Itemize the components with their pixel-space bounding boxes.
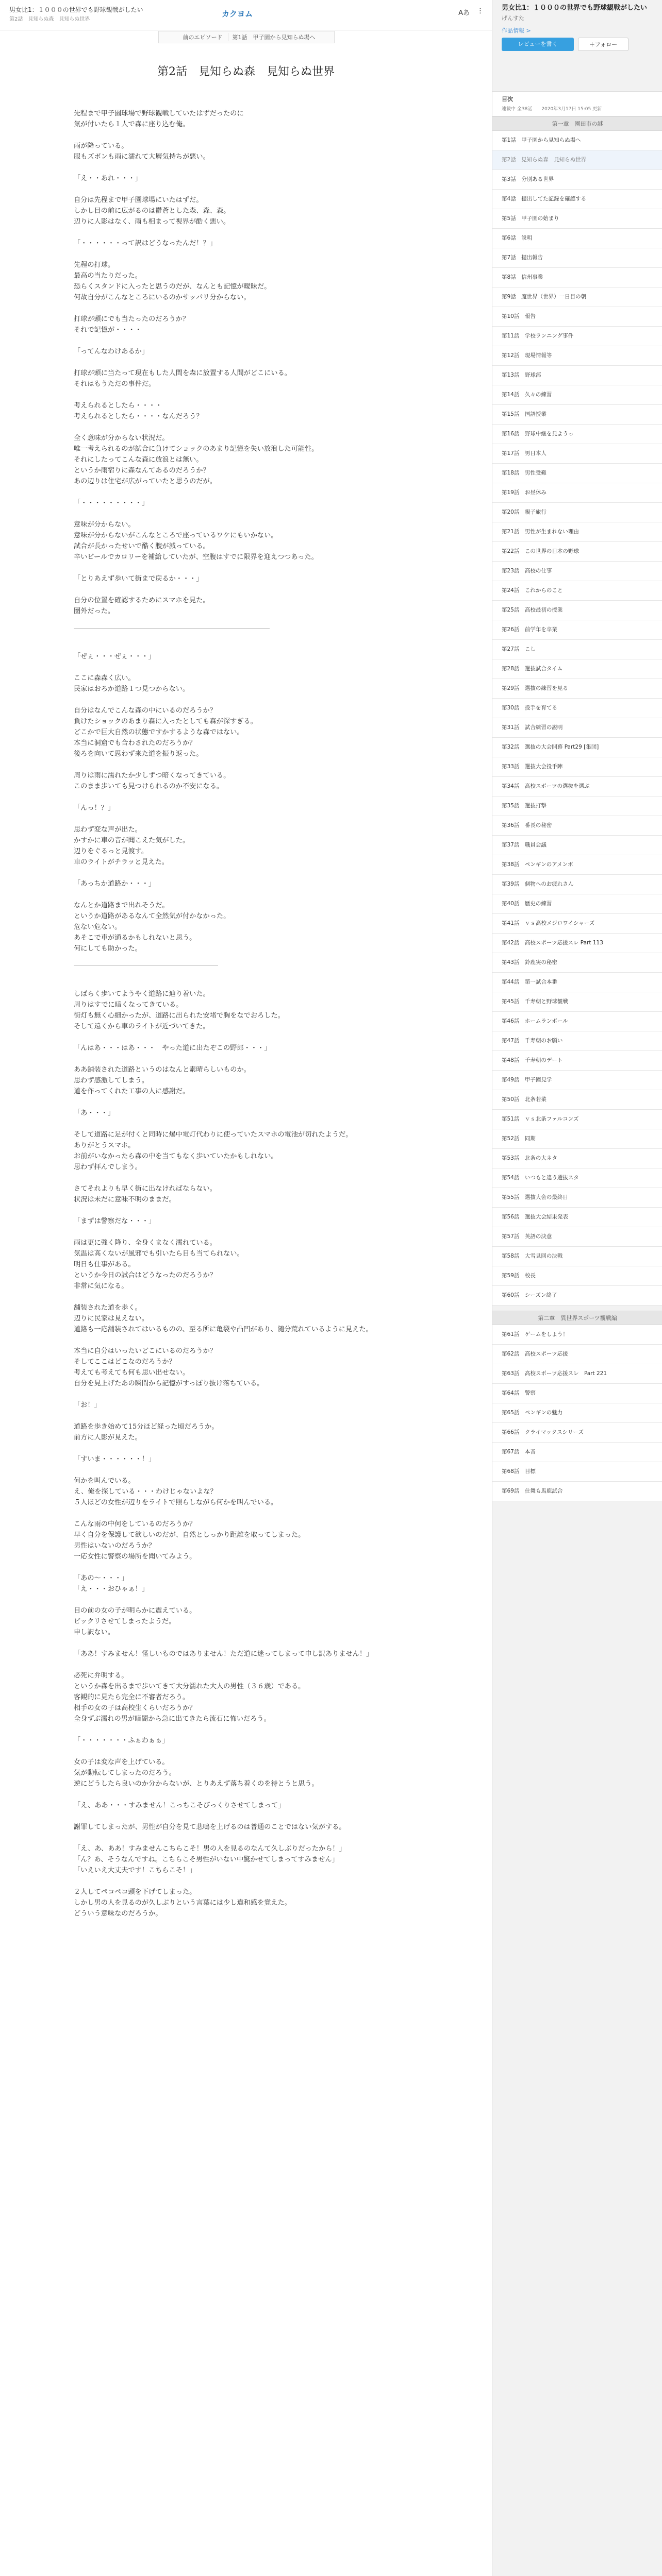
toc-episode-item[interactable]: 第23話 高校の仕事 (492, 562, 662, 581)
header-episode-title: 第2話 見知らぬ森 見知らぬ世界 (9, 16, 90, 22)
paragraph: 「あの〜・・・」 「え・・・おひゃぁ！」 (74, 1574, 149, 1593)
toc-episode-item[interactable]: 第66話 クライマックスシリーズ (492, 1423, 662, 1443)
toc-episode-item[interactable]: 第49話 甲子園見学 (492, 1071, 662, 1090)
paragraph: 「・・・・・・・ふぁわぁぁ」 (74, 1737, 169, 1744)
paragraph: 必死に弁明する。 というか森を出るまで歩いてきて大分濡れた大人の男性（３６歳）である。 客観的に見たら完全に不審者だろう。 相手の女の子は高校生くらいだろうか？ 全身ずぶ濡れの男が暗闇から急に出てきたら流石に怖いだろう。 (74, 1672, 305, 1723)
toc-episode-item[interactable]: 第50話 北条若菜 (492, 1090, 662, 1110)
paragraph: 「あ・・・」 (74, 1109, 115, 1117)
paragraph: 自分はなんでこんな森の中にいるのだろうか？ 負けたショックのあまり森に入ったとしても森が深すぎる。 どこかで巨大自然の状態ですかするような森ではない。 本当に洞窟でも合わされたのだろうか？ 後ろを向いて思わず来た道を振り返った。 (74, 707, 257, 758)
episode-nav (158, 31, 335, 43)
paragraph: 「・・・・・・って訳はどうなったんだ！？」 (74, 240, 217, 247)
paragraph: 「ぜぇ・・・ぜぇ・・・」 (74, 653, 155, 660)
paragraph: 先程の打球。 最高の当たりだった。 恐らくスタンドに入ったと思うのだが、なんとも記憶が曖昧だ。 何故自分がこんなところにいるのかサッパリ分からない。 (74, 261, 271, 301)
font-size-icon[interactable]: Aあ (458, 9, 470, 17)
toc-episode-item[interactable]: 第6話 説明 (492, 229, 662, 248)
paragraph: 何かを叫んでいる。 え、俺を探している・・・わけじゃないよな？ ５人ほどの女性が辺りをライトで照らしながら何かを叫んでいる。 (74, 1477, 278, 1506)
episode-title: 第2話 見知らぬ森 見知らぬ世界 (157, 65, 335, 78)
toc-episode-item[interactable]: 第3話 分別ある世界 (492, 170, 662, 190)
paragraph: さてそれよりも早く街に出なければならない。 状況は未だに意味不明のままだ。 (74, 1185, 217, 1204)
section-divider (74, 965, 218, 966)
paragraph: 「んっ！？」 (74, 804, 115, 812)
toc-episode-item[interactable]: 第9話 魔世界（世界）一日目の朝 (492, 287, 662, 307)
toc-episode-item[interactable]: 第62話 高校スポーツ応援 (492, 1345, 662, 1364)
paragraph: 「まずは警察だな・・・」 (74, 1217, 156, 1225)
paragraph: ２人してペコペコ頭を下げてしまった。 しかし男の人を見るのが久しぶりという言葉には少し違和感を覚えた。 どういう意味なのだろうか。 (74, 1888, 291, 1918)
header-right-controls (458, 7, 484, 17)
toc-episode-item[interactable]: 第53話 北条の大ネタ (492, 1149, 662, 1168)
paragraph: ああ舗装された道路というのはなんと素晴らしいものか。 思わず感激してしまう。 道を作ってくれた工事の人に感謝だ。 (74, 1066, 251, 1095)
toc-episode-item[interactable]: 第25話 高校最初の授業 (492, 601, 662, 620)
toc-episode-item[interactable]: 第4話 提出してた記録を確認する (492, 190, 662, 209)
paragraph: 全く意味が分からない状況だ。 唯一考えられるのが試合に負けてショックのあまり記憶を失い放浪した可能性。 それにしたってこんな森に放浪とは無い。 というか雨宿りに森なんてあるのだろうか？ あの辺りは住宅が広がっていたと思うのだが。 (74, 434, 319, 485)
paragraph: 自分は先程まで甲子園球場にいたはずだ。 しかし目の前に広がるのは鬱蒼とした森、森、森。 辺りに人影はなく、雨も相まって視界が酷く悪い。 (74, 196, 230, 226)
toc-episode-item[interactable]: 第30話 投手を育てる (492, 699, 662, 718)
toc-episode-item[interactable]: 第2話 見知らぬ森 見知らぬ世界 (492, 150, 662, 170)
toc-episode-item[interactable]: 第48話 千寿朝のデート (492, 1051, 662, 1071)
toc-episode-item[interactable]: 第44話 第一試合本番 (492, 973, 662, 992)
toc-episode-item[interactable]: 第10話 報告 (492, 307, 662, 327)
paragraph: 先程まで甲子園球場で野球観戦していたはずだったのに 気が付いたら１人で森に座り込む俺。 (74, 110, 244, 128)
paragraph: 女の子は変な声を上げている。 気が動転してしまったのだろう。 逆にどうしたら良いのか分からないが、とりあえず落ち着くのを待とうと思う。 (74, 1758, 319, 1788)
paragraph: 謝罪してしまったが、男性が自分を見て悲鳴を上げるのは普通のことではない気がする。 (74, 1823, 346, 1831)
chapter-gap (492, 1306, 662, 1311)
toc-episode-item[interactable]: 第52話 同期 (492, 1129, 662, 1149)
toc-episode-item[interactable]: 第19話 お昼休み (492, 483, 662, 503)
toc-episode-item[interactable]: 第33話 選抜大会投手陣 (492, 757, 662, 777)
paragraph: こんな雨の中何をしているのだろうか？ 早く自分を保護して欲しいのだが、自然としっかり距離を取ってしまった。 男性はいないのだろうか？ 一応女性に警察の場所を聞いてみよう。 (74, 1520, 305, 1561)
toc-episode-item[interactable]: 第16話 野球中継を見ようっ (492, 425, 662, 444)
toc-episode-item[interactable]: 第56話 選抜大会結果発表 (492, 1208, 662, 1227)
toc-episode-item[interactable]: 第63話 高校スポーツ応援スレ Part 221 (492, 1364, 662, 1384)
work-title[interactable]: 男女比1：１０００の世界でも野球観戦がしたい (502, 4, 648, 12)
toc-episode-item[interactable]: 第69話 仕舞も馬鹿試合 (492, 1482, 662, 1501)
paragraph: 「・・・・・・・・・」 (74, 499, 149, 507)
paragraph: 「お！」 (74, 1401, 101, 1409)
toc-episode-item[interactable]: 第11話 学校ランニング事件 (492, 327, 662, 346)
toc-episode-item[interactable]: 第45話 千寿朝と野球観戦 (492, 992, 662, 1012)
paragraph: 本当に自分はいったいどこにいるのだろうか？ そしてここはどこなのだろうか？ 考えても考えても何も思い出せない。 自分を見上げたあの瞬間から記憶がすっぽり抜け落ちている。 (74, 1347, 264, 1387)
episode-list (492, 131, 662, 1306)
toc-episode-item[interactable]: 第42話 高校スポーツ応援スレ Part 113 (492, 934, 662, 953)
paragraph: 意味が分からない。 意味が分からないがこんなところで座っているワケにもいかない。 試合が長かったせいで酷く腹が減っている。 辛いビールでカロリーを補給していたが、空腹はすでに限界を迎えつつあった。 (74, 521, 318, 561)
more-icon[interactable]: ⋮ (477, 7, 484, 15)
sidebar-actions (502, 38, 654, 51)
toc-episode-item[interactable]: 第65話 ペンギンの魅力 (492, 1403, 662, 1423)
toc-episode-item[interactable]: 第51話 ｖｓ北条ファルコンズ (492, 1110, 662, 1129)
paragraph: 思わず変な声が出た。 かすかに車の音が聞こえた気がした。 辺りをぐるっと見渡す。 車のライトがチラッと見えた。 (74, 826, 190, 866)
paragraph: 道路を歩き始めて15分ほど経った頃だろうか。 前方に人影が見えた。 (74, 1423, 219, 1442)
toc-episode-item[interactable]: 第5話 甲子園の始まり (492, 209, 662, 229)
toc-episode-item[interactable]: 第28話 選抜試合タイム (492, 659, 662, 679)
sidebar-header (492, 0, 662, 53)
toc-episode-item[interactable]: 第21話 男性が生まれない理由 (492, 522, 662, 542)
write-review-button[interactable]: レビューを書く (502, 38, 574, 51)
current-episode-link[interactable]: 第1話 甲子園から見知らぬ場へ (232, 34, 316, 41)
toc-episode-item[interactable]: 第32話 選抜の大会開幕 Part29 [集団] (492, 738, 662, 757)
episode-body (74, 108, 424, 1930)
toc-episode-item[interactable]: 第34話 高校スポーツの選抜を選ぶ (492, 777, 662, 796)
toc-title: 目次 (502, 96, 513, 103)
toc-sidebar (492, 0, 662, 2576)
toc-meta: 連載中 全38話 2020年3月17日 15:05 更新 (502, 107, 602, 112)
paragraph: 目の前の女の子が明らかに震えている。 ビックリさせてしまったようだ。 申し訳ない。 (74, 1607, 196, 1636)
paragraph: しばらく歩いてようやく道路に辿り着いた。 周りはすでに暗くなってきている。 街灯も無く心細かったが、道路に出られた安堵で胸をなでおろした。 そして遠くから車のライトが近づいてきた。 (74, 990, 285, 1030)
toc-episode-item[interactable]: 第13話 野球部 (492, 366, 662, 385)
prev-episode-link[interactable]: 前のエピソード (178, 33, 228, 41)
paragraph: 考えられるとしたら・・・・ 考えられるとしたら・・・・なんだろう？ (74, 402, 203, 420)
toc-episode-item[interactable]: 第37話 職員会議 (492, 836, 662, 855)
follow-button[interactable]: ＋フォロー (578, 38, 628, 51)
header-work-title[interactable]: 男女比1：１０００の世界でも野球観戦がしたい (9, 6, 143, 13)
paragraph: 「ってんなわけあるか」 (74, 348, 149, 355)
toc-episode-item[interactable]: 第58話 大雪見回の決戦 (492, 1247, 662, 1266)
toc-episode-item[interactable]: 第22話 この世界の日本の野球 (492, 542, 662, 562)
paragraph: 「すいま・・・・・・！」 (74, 1455, 156, 1463)
toc-episode-item[interactable]: 第1話 甲子園から見知らぬ場へ (492, 131, 662, 150)
toc-episode-item[interactable]: 第27話 こし (492, 640, 662, 659)
site-logo[interactable]: カクヨム (222, 9, 253, 19)
paragraph: 「え、あ、ああ！すみませんこちらこそ！男の人を見るのなんて久しぶりだったから！」 「ん？あ、そうなんですね。こちらこそ男性がいない中驚かせてしまってすみません」 「いえいえ大丈夫です！こちらこそ！」 (74, 1845, 346, 1874)
toc-episode-item[interactable]: 第39話 個物へのお疲れさん (492, 875, 662, 894)
toc-episode-item[interactable]: 第26話 前学年を卒業 (492, 620, 662, 640)
toc-episode-item[interactable]: 第18話 男性受難 (492, 464, 662, 483)
toc-episode-item[interactable]: 第60話 シーズン終了 (492, 1286, 662, 1306)
toc-episode-item[interactable]: 第15話 国語授業 (492, 405, 662, 425)
chapter-heading: 第二章 異世界スポーツ観戦編 (492, 1311, 662, 1325)
toc-episode-item[interactable]: 第43話 鈴鹿実の秘密 (492, 953, 662, 973)
toc-episode-item[interactable]: 第20話 親子旅行 (492, 503, 662, 522)
paragraph: 舗装された道を歩く。 辺りに民家は見えない。 道路も一応舗装されてはいるものの、至る所に亀裂や凸凹があり、随分荒れているように見えた。 (74, 1304, 373, 1333)
paragraph: 「ああ！すみません！怪しいものではありません！ただ道に迷ってしまって申し訳ありません！」 (74, 1650, 373, 1658)
toc-episode-item[interactable]: 第41話 ｖｓ高校メジロワイシャーズ (492, 914, 662, 934)
toc-episode-item[interactable]: 第57話 英語の決意 (492, 1227, 662, 1247)
toc-episode-item[interactable]: 第7話 提出報告 (492, 248, 662, 268)
toc-episode-item[interactable]: 第24話 これからのこと (492, 581, 662, 601)
toc-episode-item[interactable]: 第47話 千寿朝のお願い (492, 1031, 662, 1051)
paragraph: 雨は更に強く降り、全身くまなく濡れている。 気温は高くないが風邪でも引いたら目も当てられない。 明日も仕事がある。 というか今日の試合はどうなったのだろうか？ 非常に気になる。 (74, 1239, 244, 1290)
toc-episode-item[interactable]: 第12話 現場情報等 (492, 346, 662, 366)
work-info-link[interactable]: 作品情報 > (502, 27, 531, 34)
section-divider (74, 628, 270, 629)
toc-episode-item[interactable]: 第14話 久々の練習 (492, 385, 662, 405)
paragraph: 「とりあえず歩いて街まで戻るか・・・」 (74, 575, 203, 583)
top-header (0, 0, 492, 30)
toc-episode-item[interactable]: 第54話 いつもと違う選抜スタ (492, 1168, 662, 1188)
toc-episode-item[interactable]: 第38話 ペンギンのアメンボ (492, 855, 662, 875)
episode-list (492, 1325, 662, 1501)
author-name[interactable]: げんすた (502, 15, 524, 22)
paragraph: ここに森森く広い。 民家はおろか道路１つ見つからない。 (74, 674, 190, 693)
toc-episode-item[interactable]: 第17話 男日本人 (492, 444, 662, 464)
toc-episode-item[interactable]: 第36話 番長の秘密 (492, 816, 662, 836)
toc-episode-item[interactable]: 第31話 試合練習の説明 (492, 718, 662, 738)
toc-episode-item[interactable]: 第40話 歴史の練習 (492, 894, 662, 914)
paragraph: 打球が頭に当たって現在もした人間を森に放置する人間がどこにいる。 それはもうただの事件だ。 (74, 369, 291, 388)
toc-episode-item[interactable]: 第67話 本音 (492, 1443, 662, 1462)
paragraph: 「え・・あれ・・・」 (74, 175, 142, 182)
paragraph: なんとか道路まで出れそうだ。 というか道路があるなんて全然気が付かなかった。 危ない危ない。 あそこで車が通るかもしれないと思う。 何にしても助かった。 (74, 902, 230, 953)
toc-episode-item[interactable]: 第64話 警察 (492, 1384, 662, 1403)
toc-episode-item[interactable]: 第68話 目標 (492, 1462, 662, 1482)
toc-episode-item[interactable]: 第59話 校長 (492, 1266, 662, 1286)
toc-episode-item[interactable]: 第29話 選抜の練習を見る (492, 679, 662, 699)
paragraph: 自分の位置を確認するためにスマホを見た。 圏外だった。 (74, 597, 210, 615)
toc-header (492, 91, 662, 116)
paragraph: 雨が降っている。 服もズボンも雨に濡れて大層気持ちが悪い。 (74, 142, 210, 161)
toc-episode-item[interactable]: 第55話 選抜大会の最終日 (492, 1188, 662, 1208)
chapter-heading: 第一章 園田市の謎 (492, 116, 662, 131)
paragraph: そして道路に足が付くと同時に爆中電灯代わりに使っていたスマホの電池が切れたようだ。 ありがとうスマホ。 お前がいなかったら森の中を当てもなく歩いていたかもしれない。 思わず拝んでしまう。 (74, 1131, 353, 1171)
paragraph: 打球が頭にでも当たったのだろうか？ それで記憶が・・・・ (74, 315, 190, 334)
toc-episode-item[interactable]: 第8話 信州事業 (492, 268, 662, 287)
toc-episode-item[interactable]: 第46話 ホームランボール (492, 1012, 662, 1031)
paragraph: 周りは雨に濡れたか少しずつ暗くなってきている。 このまま歩いても見つけられるのか不安になる。 (74, 772, 230, 790)
toc-episode-item[interactable]: 第61話 ゲームをしよう！ (492, 1325, 662, 1345)
paragraph: 「え、ああ・・・すみません！こっちこそびっくりさせてしまって」 (74, 1802, 285, 1809)
paragraph: 「んはあ・・・はあ・・・ やった道に出たぞこの野郎・・・」 (74, 1044, 271, 1052)
toc-episode-item[interactable]: 第35話 選抜打撃 (492, 796, 662, 816)
paragraph: 「あっちか道路か・・・」 (74, 880, 156, 888)
